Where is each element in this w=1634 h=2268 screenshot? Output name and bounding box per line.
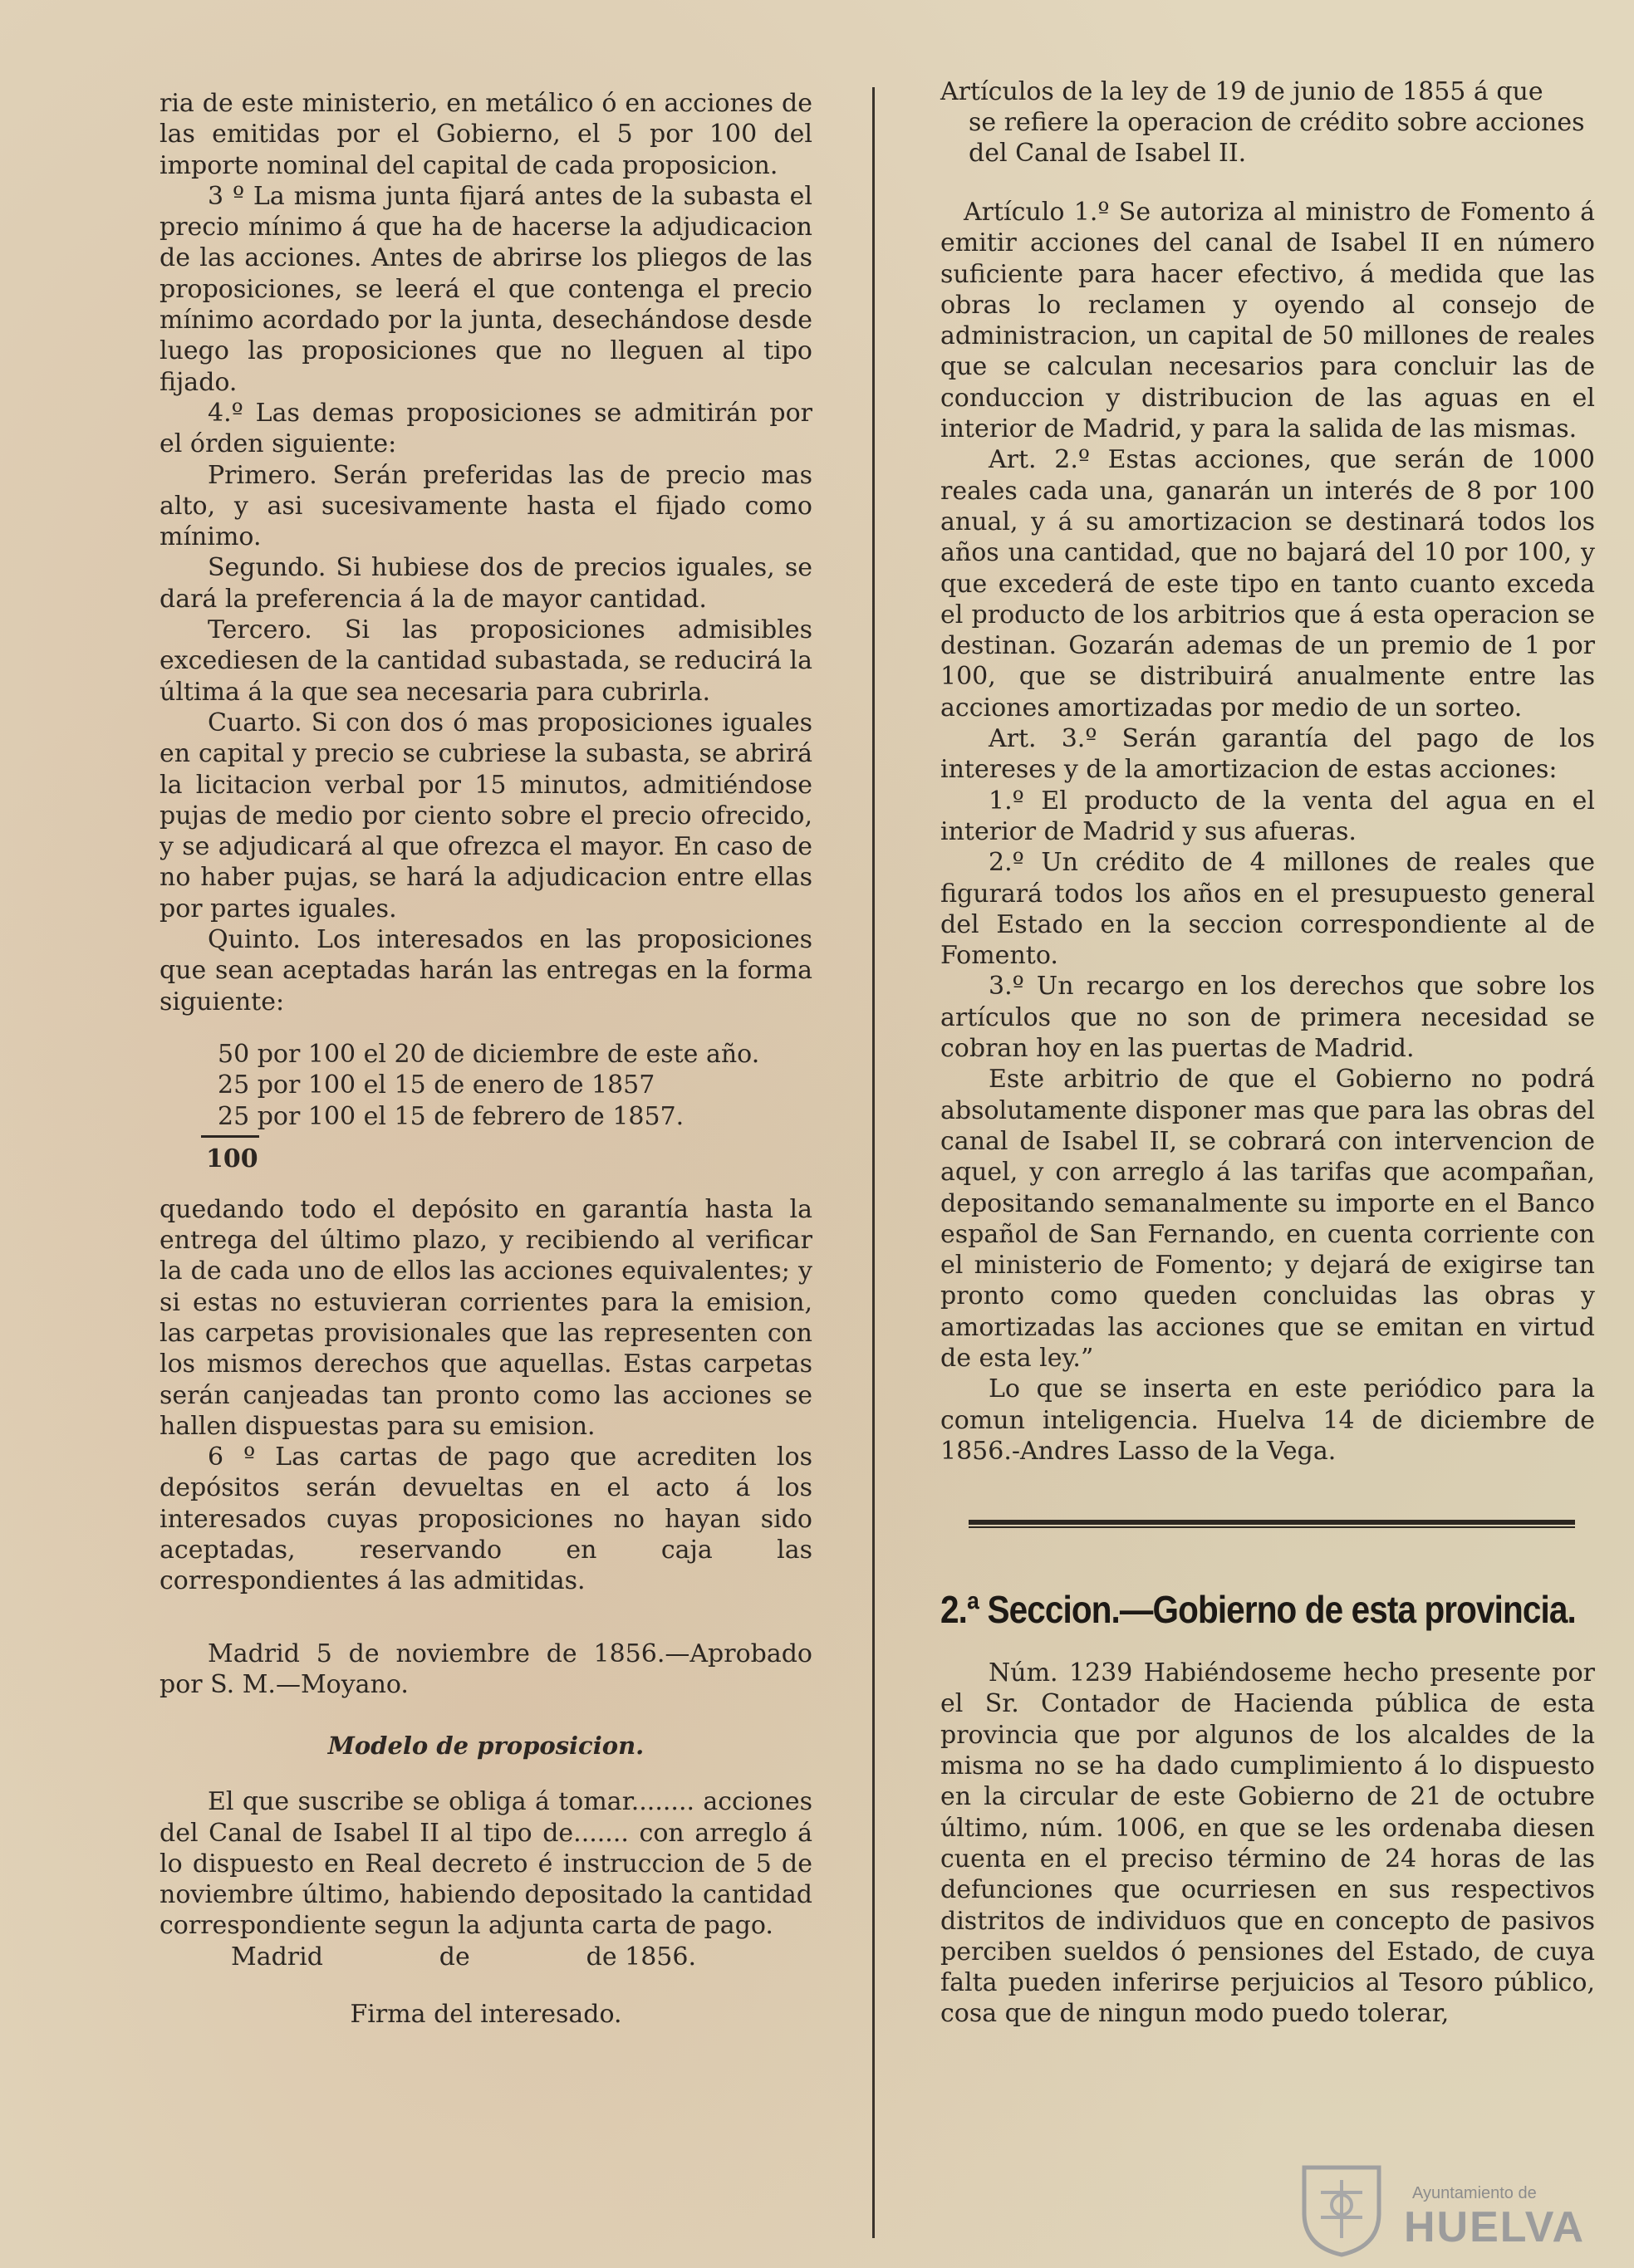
article-1: Artículo 1.º Se autoriza al ministro de Fomento á emitir acciones del canal de Isabel II en número suficiente para hacer efectivo, á medida que las obras lo reclamen y oyendo al consejo de administracion, un capital de 50 millones de reales que se calculan necesarios para concluir las de conduccion y distribucion de las aguas en el interior de Madrid, y para la salida de las mismas. xyxy=(940,198,1595,444)
payment-total: 100 xyxy=(206,1144,258,1173)
paragraph-quinto: Quinto. Los interesados en las proposiciones que sean aceptadas harán las entregas en la forma siguiente: xyxy=(159,925,812,1016)
articles-header-line2: se refiere la operacion de crédito sobre acciones del Canal de Isabel II. xyxy=(969,108,1585,168)
section-rule-thick xyxy=(969,1520,1575,1525)
closing-note: Lo que se inserta en este periódico para la comun inteligencia. Huelva 14 de diciembre de 1856.-Andres Lasso de la Vega. xyxy=(940,1374,1595,1466)
article-2: Art. 2.º Estas acciones, que serán de 1000 reales cada una, ganarán un interés de 8 por 100 anual, y á su amortizacion se destinará todos los años una cantidad, que no bajará del 10 por 100, y que excederá de este tipo en tanto cuanto exceda el producto de los arbitrios que á esta operacion se destinan. Gozarán ademas de un premio de 1 por 100, que se distribuirá anualmente entre las acciones amortizadas por medio de un sorteo. xyxy=(940,445,1595,723)
payment-line-3: 25 por 100 el 15 de febrero de 1857. xyxy=(218,1101,685,1131)
paragraph-deposit: ria de este ministerio, en metálico ó en acciones de las emitidas por el Gobierno, el 5 por 100 del importe nominal del capital de cada proposicion. xyxy=(159,89,812,180)
payment-schedule xyxy=(159,1039,812,1132)
section-rule-thin xyxy=(969,1526,1575,1528)
article-3-arbitrio: Este arbitrio de que el Gobierno no podrá absolutamente disponer mas que para las obras del canal de Isabel II, se cobrará con intervencion de aquel, y con arreglo á las tarifas que acompañan, depositando semanalmente su importe en el Banco español de San Fernando, en cuenta corriente con el ministerio de Fomento; y dejará de exigirse tan pronto como queden concluidas las obras y amortizadas las acciones que se emitan en virtud de esta ley.” xyxy=(940,1065,1595,1373)
paragraph-deposit-guarantee: quedando todo el depósito en garantía hasta la entrega del último plazo, y recibiendo al verificar la de cada uno de ellos las acciones equivalentes; y si estas no estuvieran corrientes para la emision, las carpetas provisionales que las representen con los mismos derechos que aquellas. Estas carpetas serán canjeadas tan pronto como las acciones se hallen dispuestas para su emision. xyxy=(159,1194,812,1441)
column-divider xyxy=(872,87,875,2238)
left-column xyxy=(159,88,812,2030)
signature-field-label: Firma del interesado. xyxy=(350,1999,622,2029)
form-date-row xyxy=(159,1942,696,1972)
paragraph-segundo: Segundo. Si hubiese dos de precios iguales, se dará la preferencia á la de mayor cantidad. xyxy=(159,553,812,614)
form-de: de xyxy=(439,1942,470,1972)
right-column xyxy=(940,76,1595,2030)
paragraph-rule-4: 4.º Las demas proposiciones se admitirán por el órden siguiente: xyxy=(159,398,812,459)
form-date: de 1856. xyxy=(586,1942,696,1972)
paragraph-rule-6: 6 º Las cartas de pago que acrediten los depósitos serán devueltas en el acto á los interesados cuyas proposiciones no hayan sido aceptadas, reservando en caja las correspondientes á las admitidas. xyxy=(159,1443,812,1596)
articles-header xyxy=(940,76,1595,169)
section-title: 2.ª Seccion.—Gobierno de esta provincia. xyxy=(940,1588,1576,1632)
paragraph-cuarto: Cuarto. Si con dos ó mas proposiciones iguales en capital y precio se cubriese la subasta, se abrirá la licitacion verbal por 15 minutos, admitiéndose pujas de medio por ciento sobre el precio ofrecido, y se adjudicará al que ofrezca el mayor. En caso de no haber pujas, se hará la adjudicacion entre ellas por partes iguales. xyxy=(159,708,812,923)
notice-1239: Núm. 1239 Habiéndoseme hecho presente por el Sr. Contador de Hacienda pública de esta provincia que por algunos de los alcaldes de la misma no se ha dado cumplimiento á lo dispuesto en la circular de este Gobierno de 21 de octubre último, núm. 1006, en que se les ordenaba diesen cuenta en el preciso término de 24 horas de las defunciones que ocurriesen en sus respectivos distritos de individuos que en concepto de pasivos perciben sueldos ó pensiones del Estado, de cuya falta pueden inferirse perjuicios al Tesoro público, cosa que de ningun modo puedo tolerar, xyxy=(940,1658,1595,2029)
form-place: Madrid xyxy=(231,1942,323,1972)
article-3-item-1: 1.º El producto de la venta del agua en el interior de Madrid y sus afueras. xyxy=(940,786,1595,846)
article-3: Art. 3.º Serán garantía del pago de los intereses y de la amortizacion de estas acciones: xyxy=(940,724,1595,785)
payment-line-1: 50 por 100 el 20 de diciembre de este año. xyxy=(218,1039,760,1069)
watermark-line2: HUELVA xyxy=(1404,2203,1586,2251)
signature-line: Madrid 5 de noviembre de 1856.—Aprobado por S. M.—Moyano. xyxy=(159,1639,812,1699)
watermark-line1: Ayuntamiento de xyxy=(1412,2184,1537,2202)
model-title: Modelo de proposicion. xyxy=(327,1732,645,1761)
paragraph-tercero: Tercero. Si las proposiciones admisibles excediesen de la cantidad subastada, se reducirá la última á la que sea necesaria para cubrirla. xyxy=(159,615,812,707)
paragraph-primero: Primero. Serán preferidas las de precio mas alto, y asi sucesivamente hasta el fijado como mínimo. xyxy=(159,460,812,552)
sum-rule xyxy=(201,1135,259,1138)
model-text: El que suscribe se obliga á tomar........ acciones del Canal de Isabel II al tipo de....... con arreglo á lo dispuesto en Real decreto é instruccion de 5 de noviembre último, habiendo depositado la cantidad correspondiente segun la adjunta carta de pago. xyxy=(159,1787,812,1941)
coat-of-arms-icon xyxy=(1296,2159,1387,2259)
article-3-item-2: 2.º Un crédito de 4 millones de reales que figurará todos los años en el presupuesto general del Estado en la seccion correspondiente al de Fomento. xyxy=(940,848,1595,971)
articles-header-line1: Artículos de la ley de 19 de junio de 1855 á que xyxy=(940,77,1543,106)
payment-line-2: 25 por 100 el 15 de enero de 1857 xyxy=(218,1070,655,1100)
article-3-item-3: 3.º Un recargo en los derechos que sobre los artículos que no son de primera necesidad se cobran hoy en las puertas de Madrid. xyxy=(940,972,1595,1064)
paragraph-rule-3: 3 º La misma junta fijará antes de la subasta el precio mínimo á que ha de hacerse la adjudicacion de las acciones. Antes de abrirse los pliegos de las proposiciones, se leerá el que contenga el precio mínimo acordado por la junta, desechándose desde luego las proposiciones que no lleguen al tipo fijado. xyxy=(159,181,812,397)
